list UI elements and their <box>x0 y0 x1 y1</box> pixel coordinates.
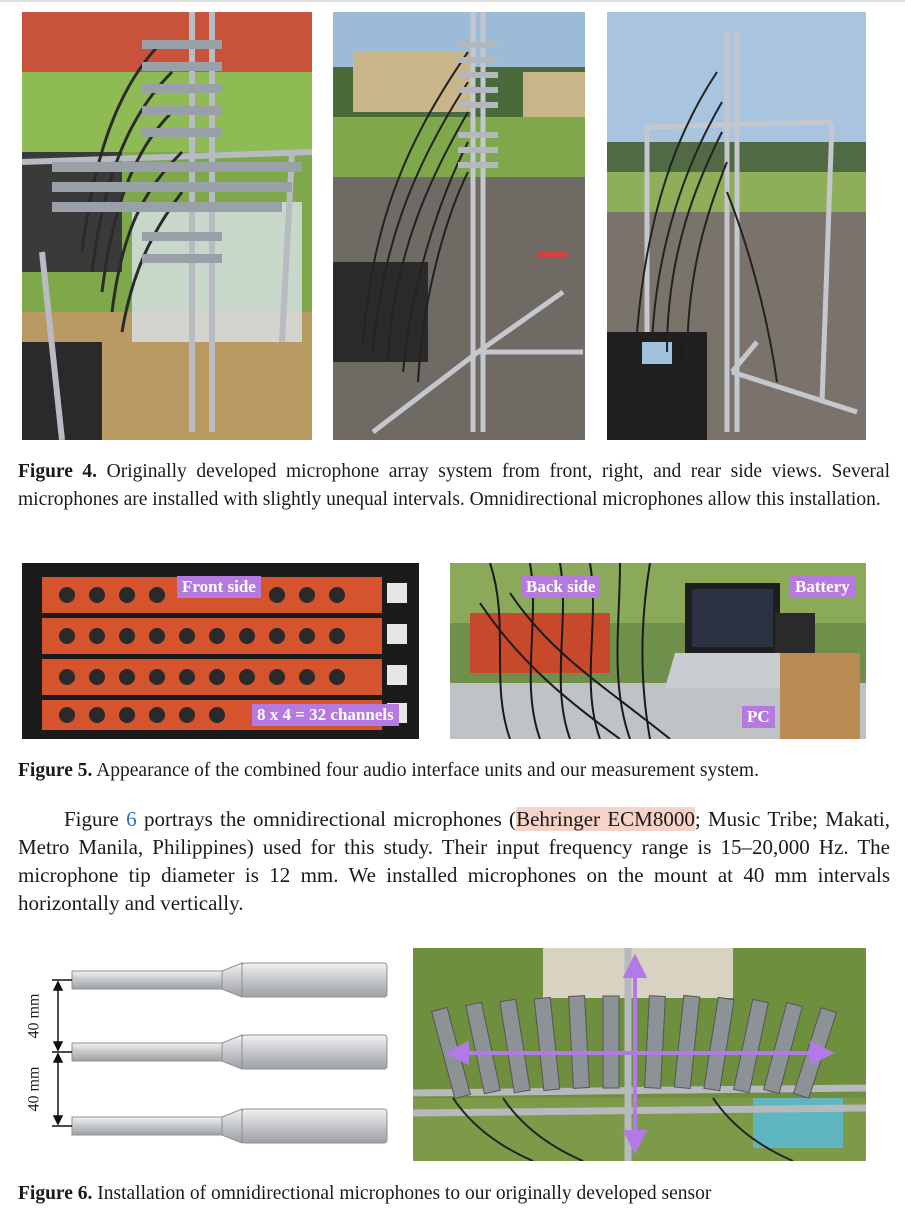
para-text-1: Figure <box>64 807 127 831</box>
figure6-microphone-diagram <box>22 955 392 1155</box>
figure5-caption <box>18 757 890 785</box>
figure6-caption <box>18 1180 890 1208</box>
figure6-installation-photo <box>413 948 866 1161</box>
figure4-label: Figure 4. <box>18 461 98 482</box>
dim-label-top: 40 mm <box>25 993 43 1039</box>
figure6-label: Figure 6. <box>18 1183 93 1204</box>
figure6-link[interactable]: 6 <box>126 807 137 831</box>
figure4-photo-front <box>22 12 312 440</box>
top-rule <box>0 0 905 2</box>
figure4-photo-right <box>333 12 585 440</box>
figure4-photo-rear <box>607 12 866 440</box>
figure5-label: Figure 5. <box>18 760 93 781</box>
figure5-photo-front <box>22 563 419 739</box>
tag-battery: Battery <box>790 576 855 598</box>
figure5-photo-back <box>450 563 866 739</box>
para-text-2: portrays the omnidirectional microphones ( <box>136 807 517 831</box>
figure4-caption <box>18 458 890 514</box>
dim-label-bottom: 40 mm <box>25 1066 43 1112</box>
figure6-caption-text: Installation of omnidirectional microphones to our originally developed sensor <box>92 1183 712 1204</box>
figure5-caption-text: Appearance of the combined four audio interface units and our measurement system. <box>92 760 759 781</box>
highlighted-product: Behringer ECM8000 <box>516 807 695 831</box>
tag-pc: PC <box>742 706 775 728</box>
tag-back-side: Back side <box>521 576 600 598</box>
para-text-3: ; Music Tribe; Makati, Metro Manila, Philippines) used for this study. Their input frequency range is 15–20,000 Hz. The microphone tip diameter is 12 mm. We installed microphones on the mount at 40 mm intervals horizontally and vertically. <box>18 807 891 915</box>
body-paragraph <box>18 805 890 917</box>
tag-front-side: Front side <box>177 576 261 598</box>
figure4-caption-text: Originally developed microphone array system from front, right, and rear side views. Several microphones are installed with slightly unequal intervals. Omnidirectional microphones allow this installation. <box>18 461 890 510</box>
tag-channels: 8 x 4 = 32 channels <box>252 704 399 726</box>
